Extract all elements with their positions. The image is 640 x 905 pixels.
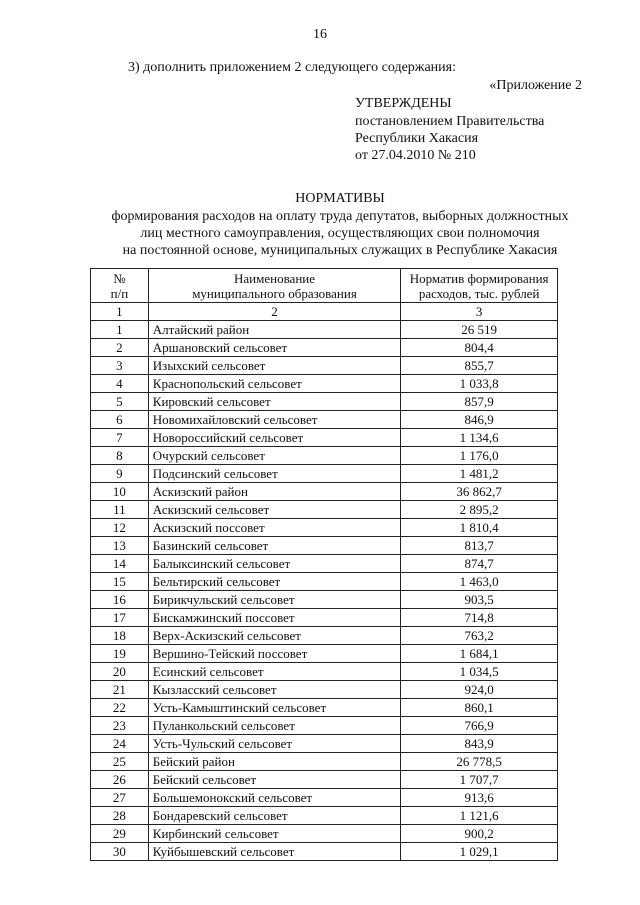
approval-line: постановлением Правительства bbox=[355, 114, 545, 129]
title-line: формирования расходов на оплату труда депутатов, выборных должностных bbox=[111, 209, 569, 224]
table-row bbox=[91, 789, 558, 807]
row-number: 4 bbox=[91, 375, 149, 393]
row-municipality-name: Аршановский сельсовет bbox=[148, 339, 400, 357]
header-value: Норматив формирования расходов, тыс. рублей bbox=[401, 269, 558, 303]
row-norm-value: 26 519 bbox=[401, 321, 558, 339]
row-norm-value: 1 121,6 bbox=[401, 807, 558, 825]
table-row bbox=[91, 753, 558, 771]
row-norm-value: 860,1 bbox=[401, 699, 558, 717]
row-norm-value: 714,8 bbox=[401, 609, 558, 627]
row-municipality-name: Подсинский сельсовет bbox=[148, 465, 400, 483]
header-name: Наименование муниципального образования bbox=[148, 269, 400, 303]
approval-line: Республики Хакасия bbox=[355, 131, 479, 146]
table-row bbox=[91, 465, 558, 483]
table-row bbox=[91, 681, 558, 699]
row-number: 21 bbox=[91, 681, 149, 699]
row-municipality-name: Большемонокский сельсовет bbox=[148, 789, 400, 807]
row-norm-value: 1 481,2 bbox=[401, 465, 558, 483]
row-municipality-name: Краснопольский сельсовет bbox=[148, 375, 400, 393]
row-municipality-name: Балыксинский сельсовет bbox=[148, 555, 400, 573]
row-municipality-name: Изыхский сельсовет bbox=[148, 357, 400, 375]
column-number: 3 bbox=[401, 303, 558, 321]
table-row bbox=[91, 339, 558, 357]
column-number: 1 bbox=[91, 303, 149, 321]
row-number: 3 bbox=[91, 357, 149, 375]
row-number: 8 bbox=[91, 447, 149, 465]
row-municipality-name: Верх-Аскизский сельсовет bbox=[148, 627, 400, 645]
column-numbers-row bbox=[91, 303, 558, 321]
row-norm-value: 846,9 bbox=[401, 411, 558, 429]
table-row bbox=[91, 699, 558, 717]
row-municipality-name: Аскизский район bbox=[148, 483, 400, 501]
title-line: лиц местного самоуправления, осуществляющих свои полномочия bbox=[140, 226, 540, 241]
row-norm-value: 843,9 bbox=[401, 735, 558, 753]
row-norm-value: 1 176,0 bbox=[401, 447, 558, 465]
row-number: 13 bbox=[91, 537, 149, 555]
row-norm-value: 36 862,7 bbox=[401, 483, 558, 501]
row-number: 9 bbox=[91, 465, 149, 483]
table-row bbox=[91, 429, 558, 447]
table-row bbox=[91, 825, 558, 843]
row-number: 6 bbox=[91, 411, 149, 429]
row-municipality-name: Кызласский сельсовет bbox=[148, 681, 400, 699]
row-municipality-name: Кировский сельсовет bbox=[148, 393, 400, 411]
row-number: 18 bbox=[91, 627, 149, 645]
page-number: 16 bbox=[313, 27, 327, 42]
row-norm-value: 2 895,2 bbox=[401, 501, 558, 519]
row-number: 10 bbox=[91, 483, 149, 501]
row-number: 30 bbox=[91, 843, 149, 861]
row-number: 11 bbox=[91, 501, 149, 519]
row-norm-value: 1 033,8 bbox=[401, 375, 558, 393]
row-number: 26 bbox=[91, 771, 149, 789]
row-norm-value: 855,7 bbox=[401, 357, 558, 375]
table-row bbox=[91, 537, 558, 555]
row-norm-value: 1 810,4 bbox=[401, 519, 558, 537]
row-municipality-name: Аскизский сельсовет bbox=[148, 501, 400, 519]
row-norm-value: 26 778,5 bbox=[401, 753, 558, 771]
row-municipality-name: Очурский сельсовет bbox=[148, 447, 400, 465]
table-row bbox=[91, 627, 558, 645]
row-norm-value: 857,9 bbox=[401, 393, 558, 411]
approval-date: от 27.04.2010 № 210 bbox=[355, 148, 476, 163]
title-line: на постоянной основе, муниципальных служащих в Республике Хакасия bbox=[122, 243, 558, 258]
table-row bbox=[91, 321, 558, 339]
header-number: № п/п bbox=[91, 269, 149, 303]
table-row bbox=[91, 843, 558, 861]
table-row bbox=[91, 609, 558, 627]
row-norm-value: 1 707,7 bbox=[401, 771, 558, 789]
row-norm-value: 874,7 bbox=[401, 555, 558, 573]
row-number: 7 bbox=[91, 429, 149, 447]
table-row bbox=[91, 645, 558, 663]
row-municipality-name: Бельтирский сельсовет bbox=[148, 573, 400, 591]
table-row bbox=[91, 483, 558, 501]
row-number: 23 bbox=[91, 717, 149, 735]
row-municipality-name: Бискамжинский поссовет bbox=[148, 609, 400, 627]
row-municipality-name: Кирбинский сельсовет bbox=[148, 825, 400, 843]
row-norm-value: 1 034,5 bbox=[401, 663, 558, 681]
row-number: 2 bbox=[91, 339, 149, 357]
row-municipality-name: Базинский сельсовет bbox=[148, 537, 400, 555]
row-norm-value: 903,5 bbox=[401, 591, 558, 609]
intro-text: 3) дополнить приложением 2 следующего содержания: bbox=[128, 60, 456, 75]
norms-table bbox=[90, 268, 558, 861]
table-row bbox=[91, 501, 558, 519]
row-number: 27 bbox=[91, 789, 149, 807]
row-municipality-name: Вершино-Тейский поссовет bbox=[148, 645, 400, 663]
row-norm-value: 1 134,6 bbox=[401, 429, 558, 447]
row-municipality-name: Бондаревский сельсовет bbox=[148, 807, 400, 825]
row-norm-value: 813,7 bbox=[401, 537, 558, 555]
row-number: 22 bbox=[91, 699, 149, 717]
row-municipality-name: Есинский сельсовет bbox=[148, 663, 400, 681]
row-municipality-name: Бейский район bbox=[148, 753, 400, 771]
row-municipality-name: Куйбышевский сельсовет bbox=[148, 843, 400, 861]
row-number: 19 bbox=[91, 645, 149, 663]
row-number: 28 bbox=[91, 807, 149, 825]
table-body bbox=[91, 321, 558, 861]
table-row bbox=[91, 393, 558, 411]
table-row bbox=[91, 717, 558, 735]
row-number: 29 bbox=[91, 825, 149, 843]
column-number: 2 bbox=[148, 303, 400, 321]
row-number: 20 bbox=[91, 663, 149, 681]
row-number: 24 bbox=[91, 735, 149, 753]
row-norm-value: 924,0 bbox=[401, 681, 558, 699]
table-row bbox=[91, 771, 558, 789]
row-number: 14 bbox=[91, 555, 149, 573]
row-number: 12 bbox=[91, 519, 149, 537]
approval-title: УТВЕРЖДЕНЫ bbox=[355, 96, 452, 111]
row-municipality-name: Новомихайловский сельсовет bbox=[148, 411, 400, 429]
table-row bbox=[91, 663, 558, 681]
table-row bbox=[91, 591, 558, 609]
row-number: 5 bbox=[91, 393, 149, 411]
row-norm-value: 1 463,0 bbox=[401, 573, 558, 591]
table-row bbox=[91, 573, 558, 591]
row-number: 25 bbox=[91, 753, 149, 771]
row-norm-value: 1 684,1 bbox=[401, 645, 558, 663]
row-norm-value: 766,9 bbox=[401, 717, 558, 735]
row-norm-value: 1 029,1 bbox=[401, 843, 558, 861]
row-norm-value: 900,2 bbox=[401, 825, 558, 843]
row-number: 16 bbox=[91, 591, 149, 609]
row-municipality-name: Пуланкольский сельсовет bbox=[148, 717, 400, 735]
title-main: НОРМАТИВЫ bbox=[295, 191, 385, 206]
approval-block bbox=[355, 95, 544, 164]
row-norm-value: 763,2 bbox=[401, 627, 558, 645]
appendix-label: «Приложение 2 bbox=[489, 78, 582, 93]
table-row bbox=[91, 411, 558, 429]
row-number: 17 bbox=[91, 609, 149, 627]
table-row bbox=[91, 807, 558, 825]
table-row bbox=[91, 375, 558, 393]
row-municipality-name: Бейский сельсовет bbox=[148, 771, 400, 789]
row-number: 15 bbox=[91, 573, 149, 591]
table-row bbox=[91, 735, 558, 753]
table-header-row bbox=[91, 269, 558, 303]
table-row bbox=[91, 357, 558, 375]
row-municipality-name: Алтайский район bbox=[148, 321, 400, 339]
document-title bbox=[80, 190, 600, 259]
table-row bbox=[91, 447, 558, 465]
row-norm-value: 913,6 bbox=[401, 789, 558, 807]
row-norm-value: 804,4 bbox=[401, 339, 558, 357]
row-municipality-name: Усть-Камыштинский сельсовет bbox=[148, 699, 400, 717]
row-number: 1 bbox=[91, 321, 149, 339]
row-municipality-name: Бирикчульский сельсовет bbox=[148, 591, 400, 609]
table-row bbox=[91, 555, 558, 573]
table-row bbox=[91, 519, 558, 537]
row-municipality-name: Аскизский поссовет bbox=[148, 519, 400, 537]
row-municipality-name: Новороссийский сельсовет bbox=[148, 429, 400, 447]
row-municipality-name: Усть-Чульский сельсовет bbox=[148, 735, 400, 753]
